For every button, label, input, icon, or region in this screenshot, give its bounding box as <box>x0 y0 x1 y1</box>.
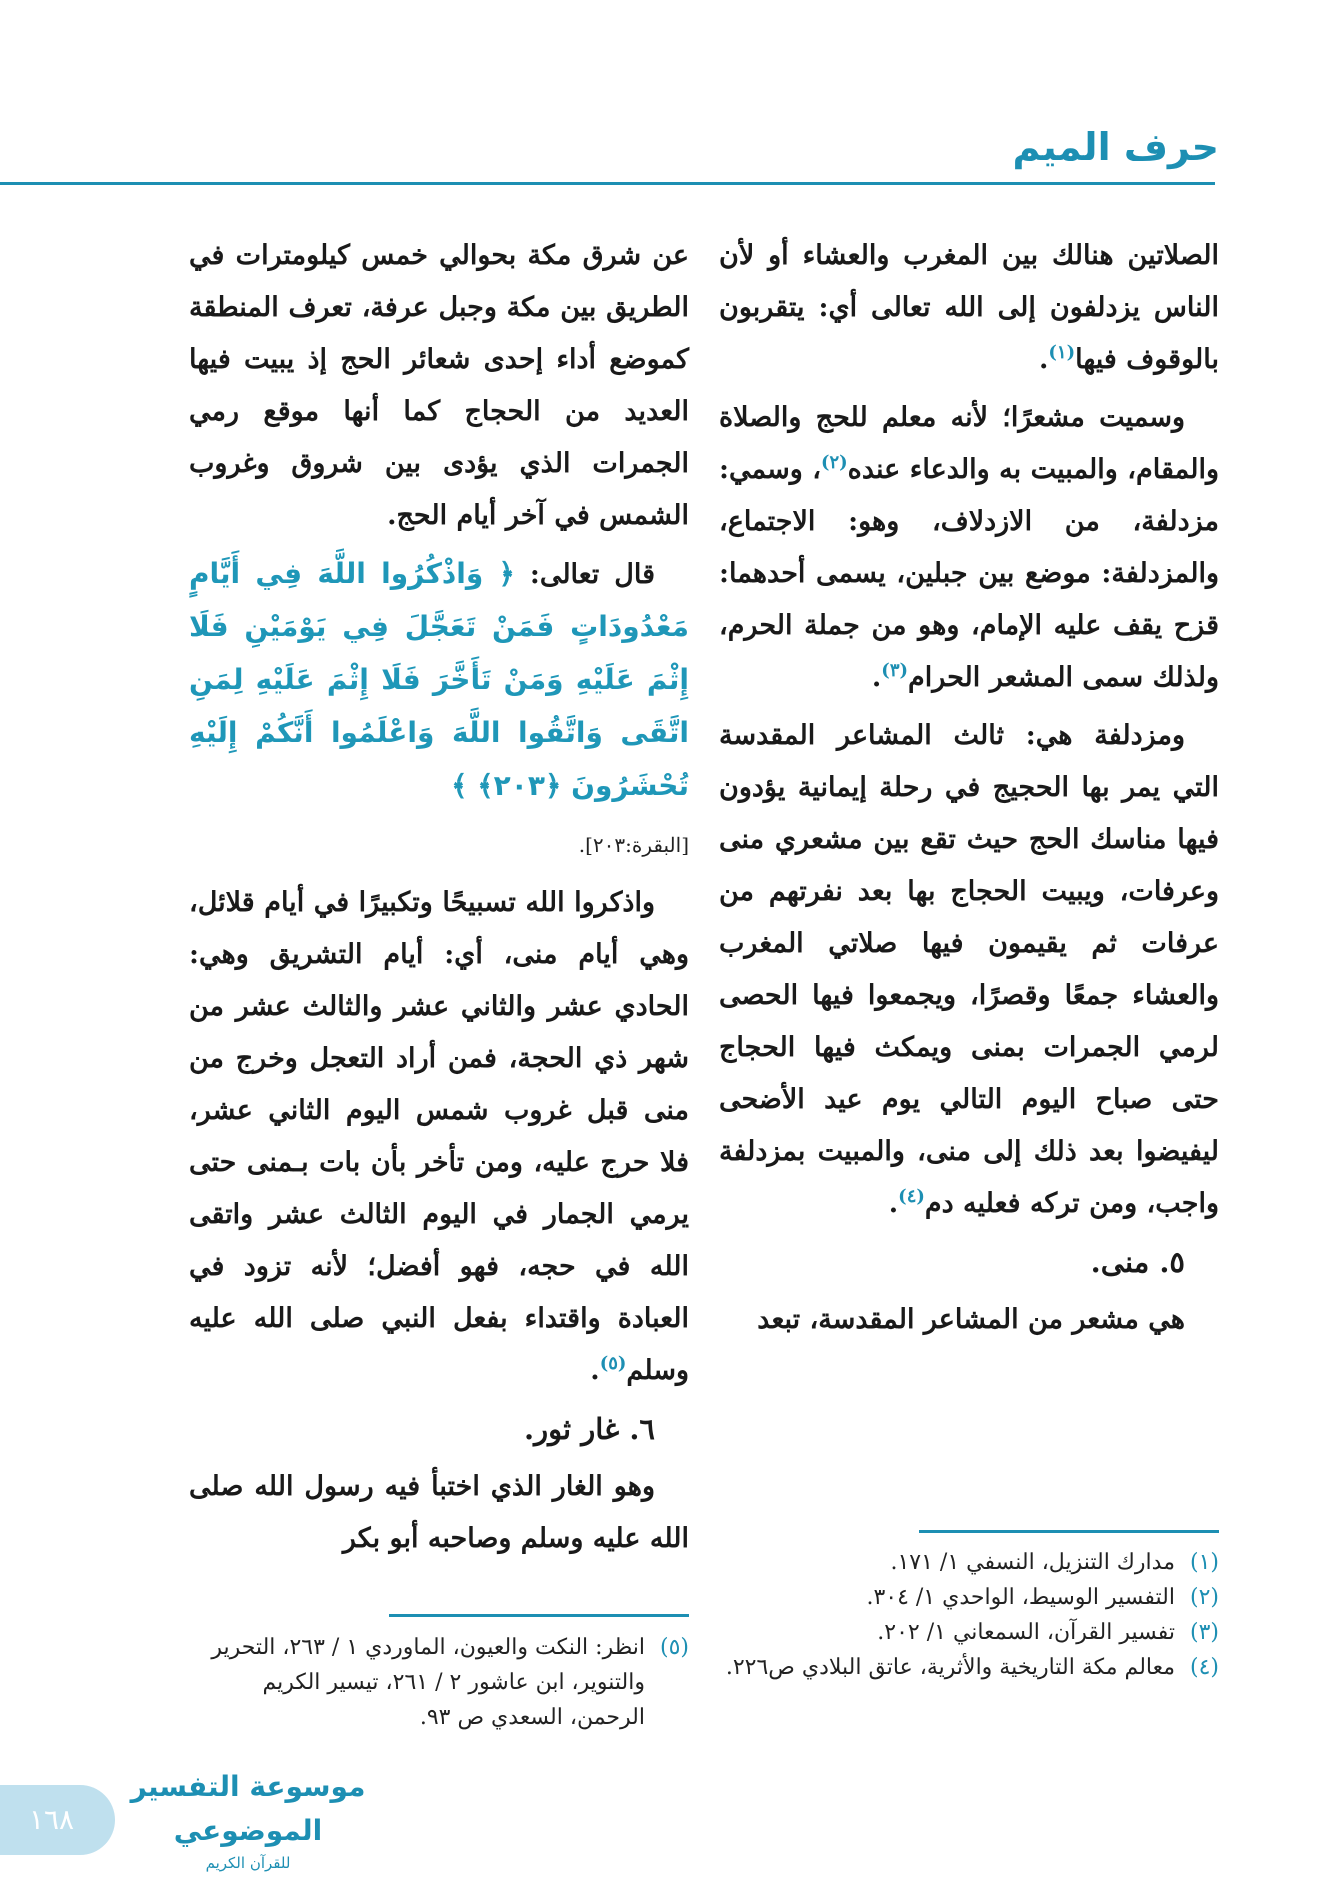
footnote-number: (٤) <box>1189 1655 1219 1680</box>
paragraph <box>189 877 689 1397</box>
footnote-text: مدارك التنزيل، النسفي ١/ ١٧١. <box>890 1550 1175 1575</box>
footnote-number: (١) <box>1189 1550 1219 1575</box>
verse-block <box>189 548 689 813</box>
left-text-column <box>189 230 689 1571</box>
footnote-number: (٢) <box>1189 1585 1219 1610</box>
encyclopedia-logo <box>128 1765 368 1872</box>
footnote-ref-1[interactable]: (١) <box>1048 342 1076 363</box>
footnote <box>189 1630 689 1735</box>
section-heading-mina: ٥. منى. <box>1090 1245 1185 1279</box>
footnote-ref-4[interactable]: (٤) <box>898 1186 925 1207</box>
paragraph-text: وسميت مشعرًا؛ لأنه معلم للحج والصلاة والمقام، والمبيت به والدعاء عنده <box>719 402 1219 485</box>
footnote-ref-3[interactable]: (٣) <box>881 660 909 681</box>
paragraph-text: ، وسمي: مزدلفة، من الازدلاف، وهو: الاجتماع، والمزدلفة: موضع بين جبلين، يسمى أحدهما: قزح يقف عليه الإمام، وهو من جملة الحرم، ولذلك سمى المشعر الحرام <box>719 454 1219 693</box>
paragraph-text: ومزدلفة هي: ثالث المشاعر المقدسة التي يمر بها الحجيج في رحلة إيمانية يؤدون فيها مناسك الحج حيث تقع بين مشعري منى وعرفات، ويبيت الحجاج بها بعد نفرتهم من عرفات ثم يقيمون فيها صلاتي المغرب والعشاء جمعًا وقصرًا، ويجمعوا فيها الحصى لرمي الجمرات بمنى ويمكث فيها الحجاج حتى صباح اليوم التالي يوم عيد الأضحى ليفيضوا بعد ذلك إلى منى، والمبيت بمزدلفة واجب، ومن تركه فعليه دم <box>719 720 1219 1219</box>
paragraph-end: . <box>1038 344 1049 375</box>
paragraph: وهو الغار الذي اختبأ فيه رسول الله صلى الله عليه وسلم وصاحبه أبو بكر <box>189 1471 689 1554</box>
page-number-tab <box>0 1785 115 1855</box>
footnotes-left <box>189 1630 689 1735</box>
paragraph: عن شرق مكة بحوالي خمس كيلومترات في الطريق بين مكة وجبل عرفة، تعرف المنطقة كموضع أداء إحدى شعائر الحج إذ يبيت فيها العديد من الحجاج كما أنها موقع رمي الجمرات الذي يؤدى بين شروق وغروب الشمس في آخر أيام الحج. <box>189 240 689 531</box>
footnote-ref-5[interactable]: (٥) <box>599 1353 627 1374</box>
paragraph <box>719 230 1219 386</box>
footnote <box>719 1545 1219 1580</box>
logo-subtitle: للقرآن الكريم <box>205 1854 291 1872</box>
chapter-title: حرف الميم <box>1012 125 1219 169</box>
footnote-number: (٣) <box>1189 1620 1219 1645</box>
footnote-ref-2[interactable]: (٢) <box>820 452 848 473</box>
paragraph-text: واذكروا الله تسبيحًا وتكبيرًا في أيام قلائل، وهي أيام منى، أي: أيام التشريق وهي: الحادي عشر والثاني عشر والثالث عشر من شهر ذي الحجة، فمن أراد التعجل وخرج من منى قبل غروب شمس اليوم الثاني عشر، فلا حرج عليه، ومن تأخر بأن بات بـمنى حتى يرمي الجمار في اليوم الثالث عشر واتقى الله في حجه، فهو أفضل؛ لأنه تزود في العبادة واقتداء بفعل النبي صلى الله عليه وسلم <box>189 887 689 1386</box>
paragraph-text: الصلاتين هنالك بين المغرب والعشاء أو لأن الناس يزدلفون إلى الله تعالى أي: يتقربون بالوقوف فيها <box>719 240 1219 375</box>
quran-verse: ﴿ وَاذْكُرُوا اللَّهَ فِي أَيَّامٍ مَعْدُودَاتٍ فَمَنْ تَعَجَّلَ فِي يَوْمَيْنِ فَلَا إِثْمَ عَلَيْهِ وَمَنْ تَأَخَّرَ فَلَا إِثْمَ عَلَيْهِ لِمَنِ اتَّقَى وَاتَّقُوا اللَّهَ وَاعْلَمُوا أَنَّكُمْ إِلَيْهِ تُحْشَرُونَ ﴿٢٠٣﴾ ﴾ <box>189 557 689 802</box>
paragraph-end: . <box>871 662 882 693</box>
verse-intro: قال تعالى: <box>529 559 656 590</box>
footnote-divider <box>919 1530 1219 1533</box>
footnote-text: تفسير القرآن، السمعاني ١/ ٢٠٢. <box>877 1620 1175 1645</box>
paragraph-end: . <box>888 1188 899 1219</box>
footnote-text: التفسير الوسيط، الواحدي ١/ ٣٠٤. <box>866 1585 1175 1610</box>
footnote <box>719 1650 1219 1685</box>
footnote-number: (٥) <box>659 1635 689 1660</box>
footnote <box>719 1580 1219 1615</box>
footnote-text: انظر: النكت والعيون، الماوردي ١ / ٢٦٣، التحرير والتنوير، ابن عاشور ٢ / ٢٦١، تيسير الكريم الرحمن، السعدي ص ٩٣. <box>211 1635 645 1730</box>
header-divider <box>0 182 1215 185</box>
footnote-divider <box>389 1614 689 1617</box>
paragraph <box>719 710 1219 1230</box>
footnotes-right <box>719 1545 1219 1685</box>
paragraph <box>719 392 1219 704</box>
paragraph-end: . <box>590 1355 600 1386</box>
footnote-text: معالم مكة التاريخية والأثرية، عاتق البلادي ص٢٢٦. <box>725 1655 1175 1680</box>
paragraph: هي مشعر من المشاعر المقدسة، تبعد <box>757 1304 1185 1335</box>
section-heading-thawr: ٦. غار ثور. <box>523 1412 655 1446</box>
logo-title: موسوعة التفسير الموضوعي <box>130 1770 366 1847</box>
right-text-column <box>719 230 1219 1352</box>
page-number: ١٦٨ <box>28 1803 75 1836</box>
verse-reference: [البقرة:٢٠٣]. <box>578 833 689 857</box>
footnote <box>719 1615 1219 1650</box>
